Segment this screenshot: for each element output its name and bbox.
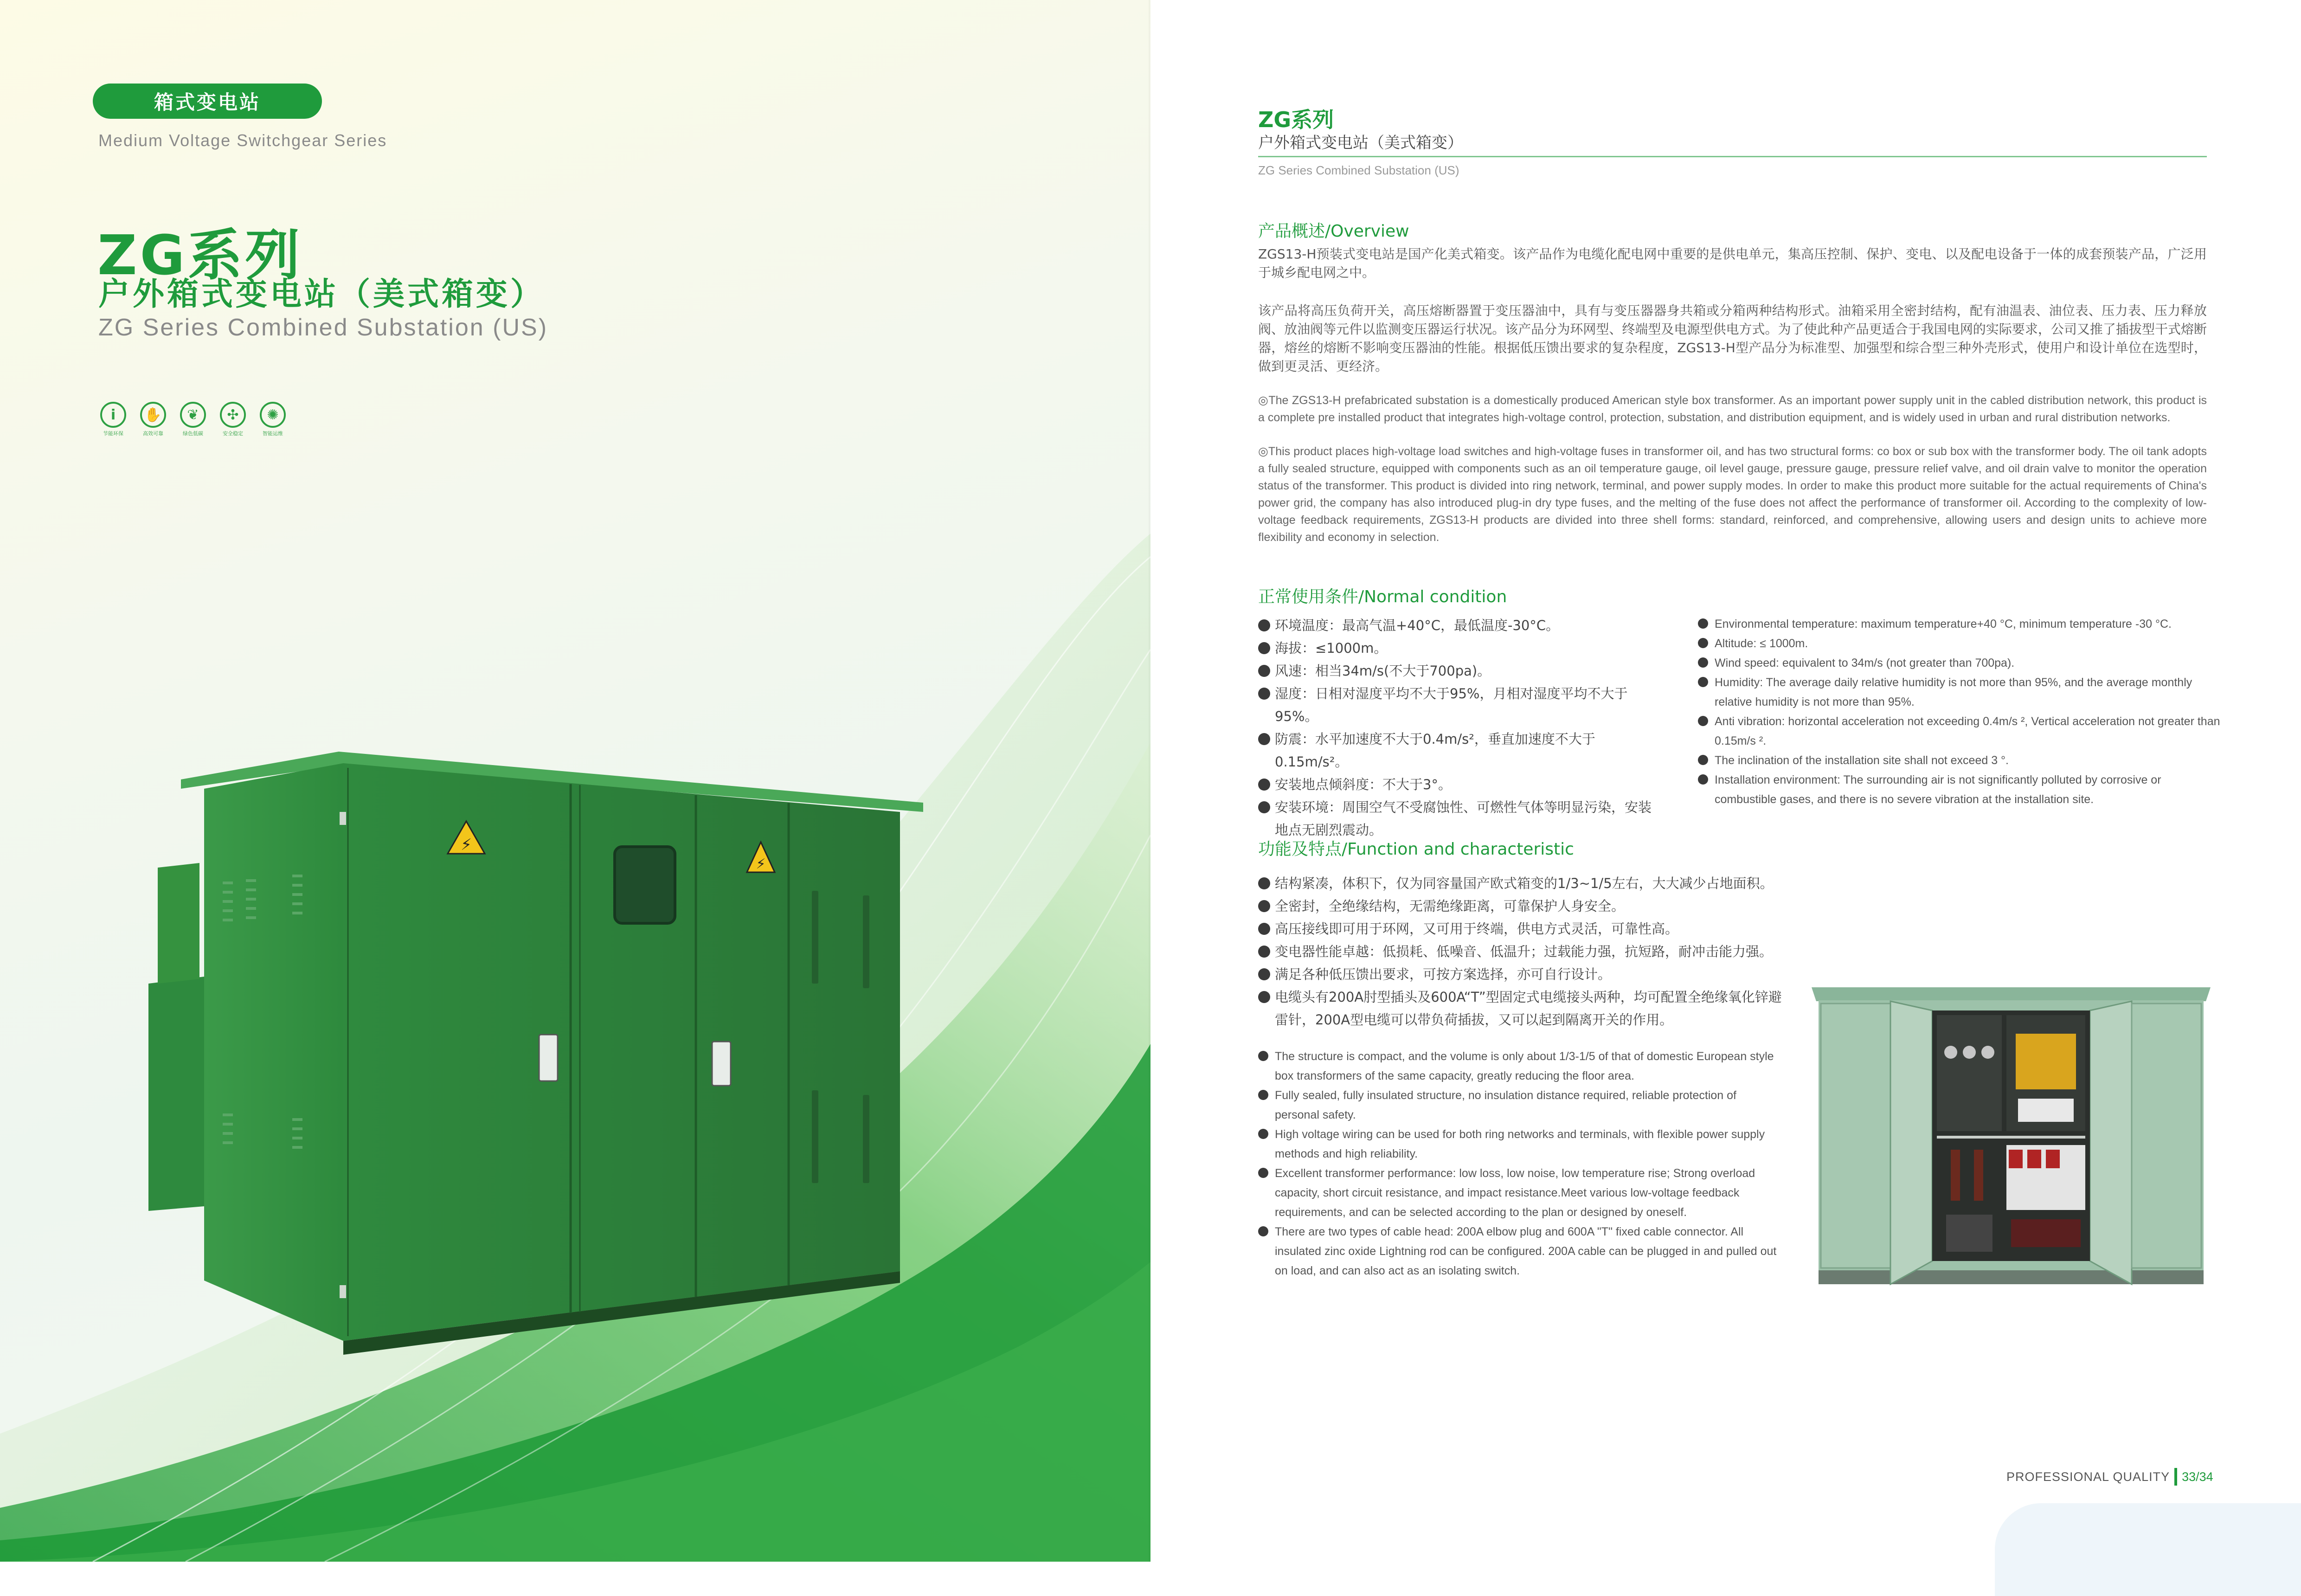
list-item: 变电器性能卓越：低损耗、低噪音、低温升；过载能力强，抗短路，耐冲击能力强。 <box>1258 940 1792 963</box>
list-item: 结构紧凑，体积下，仅为同容量国产欧式箱变的1/3~1/5左右，大大减少占地面积。 <box>1258 872 1792 895</box>
substation-product-image <box>139 738 937 1359</box>
overview-paragraph-2: 该产品将高压负荷开关，高压熔断器置于变压器油中，具有与变压器器身共箱或分箱两种结构形式。油箱采用全密封结构，配有油温表、油位表、压力表、压力释放阀、放油阀等元件以监测变压器运行状况。该产品分为环网型、终端型及电源型供电方式。为了使此种产品更适合于我国电网的实际要求，公司又推了插拔型干式熔断器，熔丝的熔断不影响变压器油的性能。根据低压馈出要求的复杂程度，ZGS13-H型产品分为标准型、加强型和综合型三种外壳形式，使用户和设计单位在选型时，做到更灵活、更经济。 <box>1258 303 2207 374</box>
substation-interior-image <box>1812 983 2211 1294</box>
normal-condition-en-list <box>1698 614 2222 809</box>
section-title: ZG系列 <box>1258 107 1334 132</box>
category-pill: 箱式变电站 <box>93 84 322 119</box>
feature-icon-1 <box>98 402 128 437</box>
function-heading: 功能及特点/Function and characteristic <box>1258 840 1574 859</box>
svg-text:⚡: ⚡ <box>756 856 766 872</box>
list-item: 满足各种低压馈出要求，可按方案选择，亦可自行设计。 <box>1258 963 1792 986</box>
list-item: The structure is compact, and the volume is only about 1/3-1/5 of that of domestic European style box transformers of the same capacity, greatly reducing the floor area. <box>1258 1047 1778 1086</box>
fan-icon: ✣ <box>220 402 246 428</box>
feature-icons <box>98 402 288 437</box>
list-item: 高压接线即可用于环网，又可用于终端，供电方式灵活，可靠性高。 <box>1258 918 1792 940</box>
footer-label: PROFESSIONAL QUALITY <box>2006 1469 2170 1484</box>
feature-icon-3 <box>178 402 208 437</box>
list-item: Wind speed: equivalent to 34m/s (not greater than 700pa). <box>1698 653 2222 673</box>
hand-icon: ✋ <box>140 402 166 428</box>
list-item: 电缆头有200A肘型插头及600A“T”型固定式电缆接头两种，均可配置全绝缘氧化锌避雷针，200A型电缆可以带负荷插拔，又可以起到隔离开关的作用。 <box>1258 986 1792 1031</box>
section-title-cn: 户外箱式变电站（美式箱变） <box>1258 134 1463 152</box>
list-item: 全密封，全绝缘结构，无需绝缘距离，可靠保护人身安全。 <box>1258 895 1792 918</box>
page-footer <box>2006 1468 2213 1486</box>
corner-decoration <box>1995 1503 2301 1596</box>
footer-divider <box>2174 1468 2177 1486</box>
left-page <box>0 0 1150 1562</box>
list-item: Environmental temperature: maximum temperature+40 °C, minimum temperature -30 °C. <box>1698 614 2222 634</box>
page-title-cn: 户外箱式变电站（美式箱变） <box>98 276 545 313</box>
list-item: Altitude: ≤ 1000m. <box>1698 634 2222 653</box>
feature-icon-label: 节能环保 <box>103 431 123 437</box>
list-item: Excellent transformer performance: low loss, low noise, low temperature rise; Strong overload capacity, short circuit resistance, and impact resistance.Meet various low-voltage feedback requirements, and can be selected according to the plan or designed by oneself. <box>1258 1164 1778 1222</box>
page-title: ZG系列 <box>97 223 303 287</box>
svg-text:⚡: ⚡ <box>461 836 472 854</box>
bulb-icon: ✺ <box>260 402 286 428</box>
list-item: There are two types of cable head: 200A elbow plug and 600A "T" fixed cable connector. All insulated zinc oxide Lightning rod can be configured. 200A cable can be plugged in and pulled out on load, and can also act as an isolating switch. <box>1258 1222 1778 1281</box>
series-subtitle: Medium Voltage Switchgear Series <box>98 131 387 150</box>
overview-paragraph-1: ZGS13-H预装式变电站是国产化美式箱变。该产品作为电缆化配电网中重要的是供电单元，集高压控制、保护、变电、以及配电设备于一体的成套预装产品，广泛用于城乡配电网之中。 <box>1258 246 2207 280</box>
function-en-list <box>1258 1047 1778 1281</box>
list-item: 安装地点倾斜度：不大于3°。 <box>1258 773 1657 796</box>
overview-english-1: ◎The ZGS13-H prefabricated substation is a domestically produced American style box transformer. As an important power supply unit in the cabled distribution network, this product is a complete pre installed product that integrates high-voltage control, protection, substation, and distribution equipment, and is widely used in urban and rural distribution networks. <box>1258 394 2207 424</box>
list-item: Anti vibration: horizontal acceleration not exceeding 0.4m/s ², Vertical acceleration not greater than 0.15m/s ². <box>1698 712 2222 751</box>
list-item: 风速：相当34m/s(不大于700pa)。 <box>1258 660 1657 682</box>
normal-condition-heading: 正常使用条件/Normal condition <box>1258 587 1507 606</box>
list-item: 环境温度：最高气温+40°C，最低温度-30°C。 <box>1258 614 1657 637</box>
list-item: 湿度：日相对湿度平均不大于95%，月相对湿度平均不大于95%。 <box>1258 682 1657 728</box>
list-item: 安装环境：周围空气不受腐蚀性、可燃性气体等明显污染，安装地点无剧烈震动。 <box>1258 796 1657 842</box>
list-item: Installation environment: The surrounding air is not significantly polluted by corrosive or combustible gases, and there is no severe vibration at the installation site. <box>1698 770 2222 809</box>
feature-icon-label: 高效可靠 <box>143 431 163 437</box>
feature-icon-label: 智能运维 <box>263 431 283 437</box>
list-item: High voltage wiring can be used for both ring networks and terminals, with flexible power supply methods and high reliability. <box>1258 1125 1778 1164</box>
function-cn-list <box>1258 872 1792 1031</box>
feature-icon-label: 绿色低碳 <box>183 431 203 437</box>
overview-english-2: ◎This product places high-voltage load switches and high-voltage fuses in transformer oil, and has two structural forms: co box or sub box with the transformer body. The oil tank adopts a fully sealed structure, equipped with components such as an oil temperature gauge, oil level gauge, pressure gauge, pressure relief valve, and oil drain valve to monitor the operation status of the transformer. This product is divided into ring network, terminal, and power supply modes. In order to make this product more suitable for the actual requirements of China's power grid, the company has also introduced plug-in dry type fuses, and the melting of the fuse does not affect the performance of transformer oil. According to the complexity of low-voltage feedback requirements, ZGS13-H products are divided into three shell forms: standard, reinforced, and comprehensive, allowing users and design units to achieve more flexibility and economy in selection. <box>1258 445 2207 544</box>
overview-heading: 产品概述/Overview <box>1258 222 1409 241</box>
list-item: 海拔：≤1000m。 <box>1258 637 1657 660</box>
leaf-icon: ❦ <box>180 402 206 428</box>
section-title-en: ZG Series Combined Substation (US) <box>1258 163 1459 177</box>
feature-icon-4 <box>218 402 248 437</box>
page-number: 33/34 <box>2182 1469 2213 1484</box>
feature-icon-5 <box>258 402 288 437</box>
feature-icon-2 <box>138 402 168 437</box>
normal-condition-cn-list <box>1258 614 1657 842</box>
list-item: Fully sealed, fully insulated structure, no insulation distance required, reliable protection of personal safety. <box>1258 1086 1778 1125</box>
feature-icon-label: 安全稳定 <box>223 431 243 437</box>
fire-icon: i <box>100 402 126 428</box>
page-title-en: ZG Series Combined Substation (US) <box>98 314 548 341</box>
list-item: Humidity: The average daily relative humidity is not more than 95%, and the average monthly relative humidity is not more than 95%. <box>1698 673 2222 712</box>
list-item: The inclination of the installation site shall not exceed 3 °. <box>1698 751 2222 770</box>
title-divider <box>1258 156 2207 157</box>
list-item: 防震：水平加速度不大于0.4m/s²，垂直加速度不大于0.15m/s²。 <box>1258 728 1657 773</box>
